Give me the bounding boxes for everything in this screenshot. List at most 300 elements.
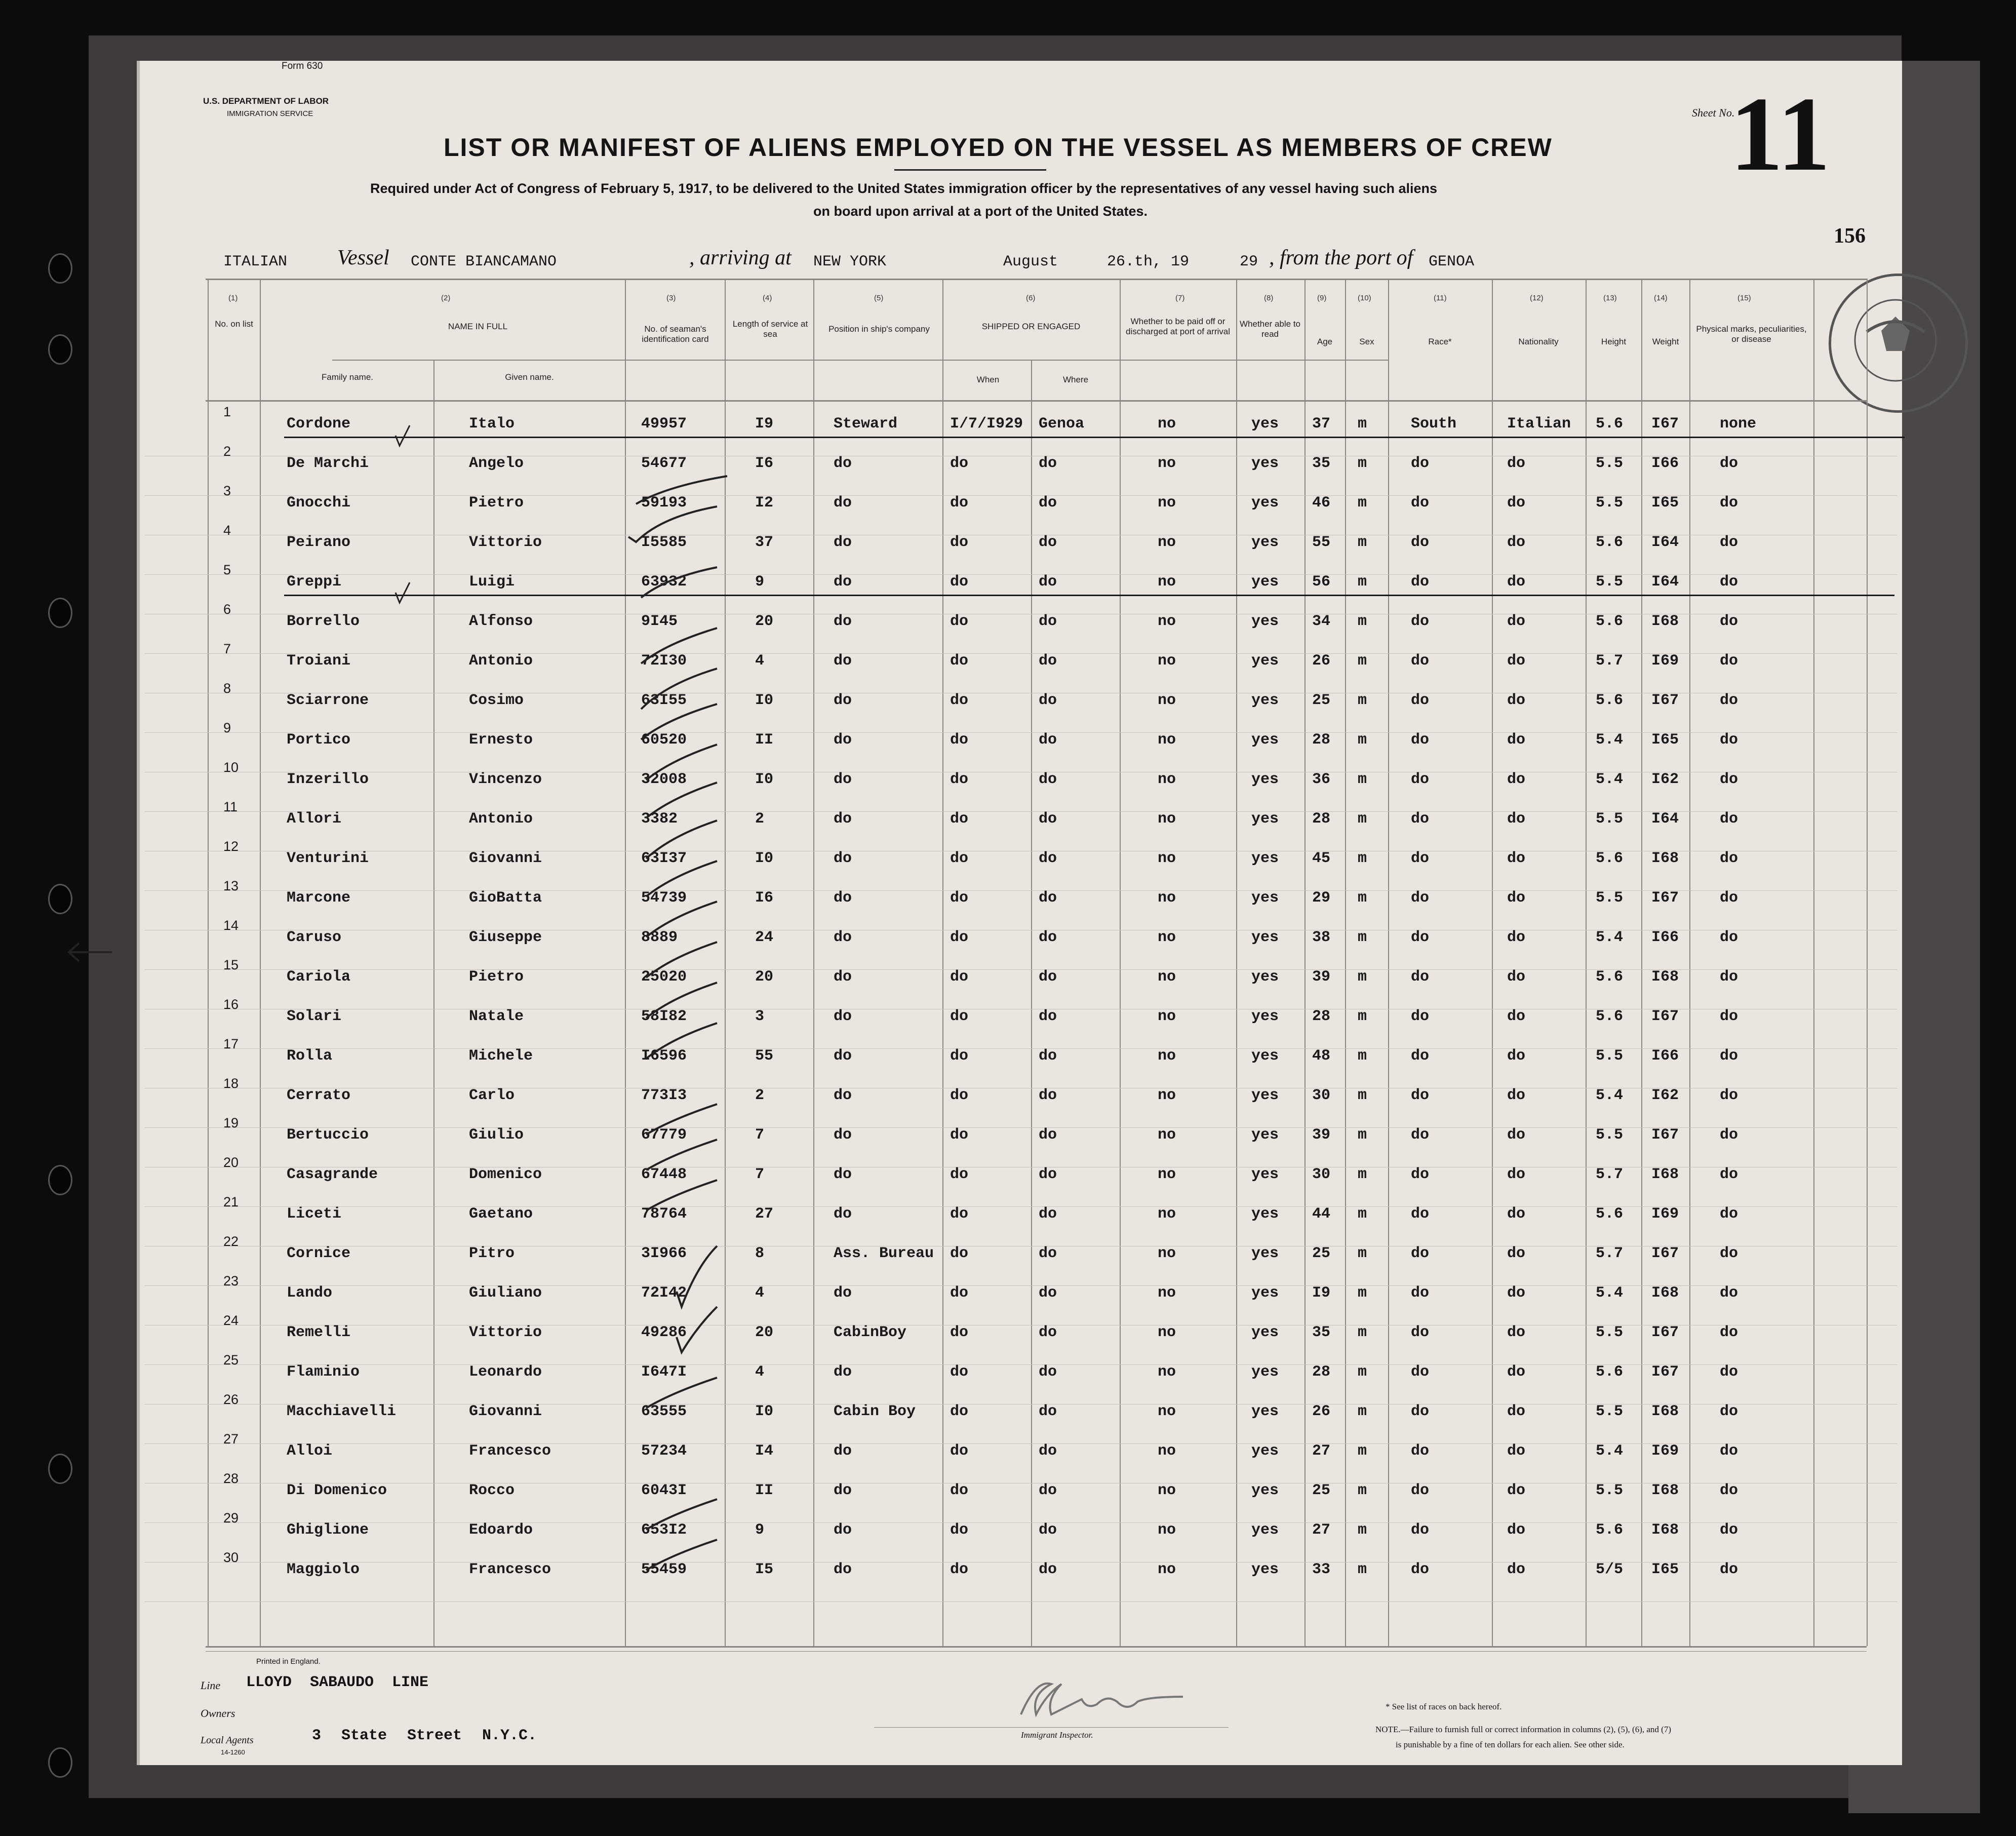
height-value: 5.6	[1596, 850, 1624, 867]
col-number: (7)	[1175, 294, 1185, 302]
sex-value: m	[1358, 1521, 1367, 1539]
row-strikethrough	[284, 437, 1905, 438]
shipped-when: do	[950, 1521, 969, 1539]
col-rule	[208, 279, 209, 1646]
given-name: Angelo	[469, 455, 524, 472]
ship-position: do	[834, 1047, 852, 1065]
shipped-when: do	[950, 1442, 969, 1460]
weight-value: I66	[1651, 929, 1679, 946]
arrival-day: 26.th, 19	[1107, 253, 1190, 270]
height-value: 5.6	[1596, 968, 1624, 986]
seaman-card-number: 49957	[641, 415, 687, 433]
header-subrule	[332, 360, 1388, 361]
binder-hole	[48, 884, 72, 914]
binder-hole	[48, 1165, 72, 1195]
col-rule	[260, 279, 261, 1646]
service-length: 9	[755, 1521, 765, 1539]
ship-position: do	[834, 889, 852, 907]
height-value: 5.4	[1596, 771, 1624, 788]
nationality-value: do	[1507, 850, 1526, 867]
row-number: 10	[223, 760, 239, 775]
family-name: Portico	[287, 731, 351, 749]
age-value: 27	[1312, 1442, 1331, 1460]
age-value: 26	[1312, 1403, 1331, 1420]
given-name: Vincenzo	[469, 771, 542, 788]
col-number: (5)	[874, 294, 884, 302]
shipped-where: do	[1039, 1363, 1057, 1381]
row-number: 13	[223, 878, 239, 893]
weight-value: I65	[1651, 494, 1679, 512]
row-number: 5	[223, 562, 231, 577]
race-value: do	[1411, 494, 1430, 512]
seaman-card-number: 3382	[641, 810, 678, 828]
shipped-where: do	[1039, 1166, 1057, 1183]
shipped-where: do	[1039, 534, 1057, 551]
ship-position: do	[834, 1482, 852, 1499]
row-number: 6	[223, 602, 231, 617]
shipped-when: do	[950, 850, 969, 867]
age-value: 29	[1312, 889, 1331, 907]
shipped-where: do	[1039, 929, 1057, 946]
table-top-rule	[206, 279, 1867, 280]
given-name: Pietro	[469, 968, 524, 986]
service-length: 20	[755, 968, 774, 986]
row-number: 8	[223, 681, 231, 696]
race-value: do	[1411, 1166, 1430, 1183]
col-number: (2)	[441, 294, 451, 302]
seaman-card-number: 67779	[641, 1126, 687, 1144]
height-value: 5.6	[1596, 1521, 1624, 1539]
col-header-given-name: Given name.	[505, 372, 554, 382]
shipped-when: do	[950, 1482, 969, 1499]
seaman-card-number: I5585	[641, 534, 687, 551]
given-name: Vittorio	[469, 534, 542, 551]
height-value: 5.5	[1596, 1047, 1624, 1065]
family-name: Gnocchi	[287, 494, 351, 512]
age-value: 46	[1312, 494, 1331, 512]
family-name: Troiani	[287, 652, 351, 670]
age-value: 30	[1312, 1166, 1331, 1183]
row-number: 3	[223, 483, 231, 498]
sex-value: m	[1358, 1442, 1367, 1460]
height-value: 5.7	[1596, 1245, 1624, 1262]
shipped-when: do	[950, 1008, 969, 1025]
given-name: Giovanni	[469, 850, 542, 867]
row-number: 30	[223, 1550, 239, 1565]
footer-note-1: NOTE.—Failure to furnish full or correct information in columns (2), (5), (6), and (7)	[1375, 1725, 1671, 1734]
inspector-label: Immigrant Inspector.	[1021, 1730, 1093, 1740]
nationality-value: do	[1507, 1087, 1526, 1104]
agents-label: Local Agents	[201, 1735, 254, 1746]
age-value: 37	[1312, 415, 1331, 433]
height-value: 5/5	[1596, 1561, 1624, 1578]
shipped-when: do	[950, 771, 969, 788]
given-name: Leonardo	[469, 1363, 542, 1381]
given-name: Natale	[469, 1008, 524, 1025]
service-length: 8	[755, 1245, 765, 1262]
physical-marks: do	[1720, 692, 1738, 709]
seaman-card-number: I647I	[641, 1363, 687, 1381]
age-value: 35	[1312, 1324, 1331, 1341]
nationality-value: do	[1507, 534, 1526, 551]
sex-value: m	[1358, 1403, 1367, 1420]
ship-position: do	[834, 850, 852, 867]
ship-position: do	[834, 1284, 852, 1302]
race-value: do	[1411, 534, 1430, 551]
paid-off-status: no	[1158, 494, 1176, 512]
nationality-value: do	[1507, 771, 1526, 788]
shipped-where: do	[1039, 731, 1057, 749]
shipped-where: Genoa	[1039, 415, 1085, 433]
row-number: 2	[223, 444, 231, 459]
height-value: 5.5	[1596, 810, 1624, 828]
shipped-where: do	[1039, 968, 1057, 986]
row-number: 26	[223, 1392, 239, 1407]
col-rule	[942, 279, 943, 1646]
weight-value: I67	[1651, 1324, 1679, 1341]
physical-marks: do	[1720, 534, 1738, 551]
physical-marks: do	[1720, 613, 1738, 630]
paid-off-status: no	[1158, 652, 1176, 670]
able-to-read: yes	[1251, 1126, 1279, 1144]
able-to-read: yes	[1251, 810, 1279, 828]
given-name: Francesco	[469, 1561, 551, 1578]
form-subtitle-2: on board upon arrival at a port of the United States.	[813, 204, 1148, 219]
shipped-when: do	[950, 889, 969, 907]
col-header-shipped: SHIPPED OR ENGAGED	[981, 322, 1081, 331]
able-to-read: yes	[1251, 1008, 1279, 1025]
page-title: LIST OR MANIFEST OF ALIENS EMPLOYED ON THE VESSEL AS MEMBERS OF CREW	[444, 133, 1553, 162]
able-to-read: yes	[1251, 1521, 1279, 1539]
weight-value: I68	[1651, 1521, 1679, 1539]
ship-position: do	[834, 929, 852, 946]
physical-marks: do	[1720, 771, 1738, 788]
sex-value: m	[1358, 1482, 1367, 1499]
paid-off-status: no	[1158, 1087, 1176, 1104]
service-length: 3	[755, 1008, 765, 1025]
shipped-when: do	[950, 652, 969, 670]
row-number: 16	[223, 997, 239, 1012]
race-value: do	[1411, 1442, 1430, 1460]
col-header-weight: Weight	[1652, 337, 1679, 346]
nationality-value: do	[1507, 1284, 1526, 1302]
binder-hole	[48, 598, 72, 628]
age-value: 28	[1312, 731, 1331, 749]
race-value: do	[1411, 1008, 1430, 1025]
arriving-label: , arriving at	[689, 246, 792, 269]
physical-marks: do	[1720, 573, 1738, 591]
col-header-number: No. on list	[215, 319, 253, 329]
given-name: Cosimo	[469, 692, 524, 709]
family-name: Solari	[287, 1008, 342, 1025]
given-name: Giulio	[469, 1126, 524, 1144]
weight-value: I68	[1651, 850, 1679, 867]
row-number: 19	[223, 1115, 239, 1130]
col-rule	[1641, 279, 1642, 1646]
nationality-value: do	[1507, 1363, 1526, 1381]
col-number: (9)	[1317, 294, 1327, 302]
nationality-value: do	[1507, 455, 1526, 472]
age-value: 45	[1312, 850, 1331, 867]
paid-off-status: no	[1158, 534, 1176, 551]
height-value: 5.4	[1596, 1284, 1624, 1302]
shipped-where: do	[1039, 1087, 1057, 1104]
manifest-sheet	[137, 61, 1902, 1765]
paid-off-status: no	[1158, 968, 1176, 986]
col-number: (10)	[1358, 294, 1371, 302]
family-name: Inzerillo	[287, 771, 369, 788]
physical-marks: do	[1720, 968, 1738, 986]
physical-marks: do	[1720, 850, 1738, 867]
col-header-position: Position in ship's company	[828, 324, 930, 334]
col-number: (14)	[1654, 294, 1668, 302]
given-name: Antonio	[469, 652, 533, 670]
able-to-read: yes	[1251, 1087, 1279, 1104]
row-number: 21	[223, 1194, 239, 1209]
able-to-read: yes	[1251, 652, 1279, 670]
nationality-value: do	[1507, 573, 1526, 591]
weight-value: I64	[1651, 573, 1679, 591]
family-name: Marcone	[287, 889, 351, 907]
shipped-when: do	[950, 692, 969, 709]
seaman-card-number: 55459	[641, 1561, 687, 1578]
sheet-label: Sheet No.	[1692, 106, 1735, 119]
col-header-age: Age	[1317, 337, 1333, 346]
service-length: 2	[755, 810, 765, 828]
row-number: 24	[223, 1313, 239, 1328]
col-rule	[1388, 279, 1389, 1646]
physical-marks: do	[1720, 1008, 1738, 1025]
service-length: I4	[755, 1442, 774, 1460]
col-number: (4)	[763, 294, 772, 302]
shipped-when: do	[950, 1284, 969, 1302]
seaman-card-number: 3I966	[641, 1245, 687, 1262]
service-length: 27	[755, 1205, 774, 1223]
shipped-when: do	[950, 1403, 969, 1420]
shipped-where: do	[1039, 1008, 1057, 1025]
form-code: 14-1260	[221, 1748, 245, 1756]
printed-in-england: Printed in England.	[256, 1657, 321, 1666]
physical-marks: do	[1720, 1403, 1738, 1420]
seaman-card-number: 67448	[641, 1166, 687, 1183]
age-value: 33	[1312, 1561, 1331, 1578]
nationality-value: do	[1507, 731, 1526, 749]
shipped-when: do	[950, 573, 969, 591]
row-number: 4	[223, 523, 231, 538]
sex-value: m	[1358, 968, 1367, 986]
col-number: (12)	[1530, 294, 1544, 302]
service-length: 2	[755, 1087, 765, 1104]
weight-value: I68	[1651, 1166, 1679, 1183]
col-number: (11)	[1434, 294, 1447, 302]
col-rule	[1586, 279, 1587, 1646]
height-value: 5.5	[1596, 1482, 1624, 1499]
shipped-where: do	[1039, 455, 1057, 472]
height-value: 5.6	[1596, 613, 1624, 630]
physical-marks: do	[1720, 1324, 1738, 1341]
col-rule	[1236, 279, 1237, 1646]
weight-value: I67	[1651, 889, 1679, 907]
row-number: 15	[223, 957, 239, 972]
race-value: do	[1411, 771, 1430, 788]
ship-position: do	[834, 1166, 852, 1183]
col-rule	[1867, 279, 1868, 1646]
paid-off-status: no	[1158, 692, 1176, 709]
age-value: 26	[1312, 652, 1331, 670]
able-to-read: yes	[1251, 1561, 1279, 1578]
seaman-card-number: 59193	[641, 494, 687, 512]
family-name: Di Domenico	[287, 1482, 387, 1499]
ship-position: do	[834, 1561, 852, 1578]
physical-marks: do	[1720, 1245, 1738, 1262]
sex-value: m	[1358, 929, 1367, 946]
physical-marks: do	[1720, 889, 1738, 907]
height-value: 5.6	[1596, 534, 1624, 551]
family-name: Bertuccio	[287, 1126, 369, 1144]
given-name: Alfonso	[469, 613, 533, 630]
age-value: 25	[1312, 1245, 1331, 1262]
binder-hole	[48, 1747, 72, 1778]
family-name: Maggiolo	[287, 1561, 360, 1578]
paid-off-status: no	[1158, 1442, 1176, 1460]
weight-value: I65	[1651, 1561, 1679, 1578]
sheet-number: 11	[1730, 75, 1831, 193]
form-department: U.S. DEPARTMENT OF LABOR	[203, 96, 329, 106]
service-length: 4	[755, 1284, 765, 1302]
family-name: Alloi	[287, 1442, 333, 1460]
col-header-physical-marks: Physical marks, peculiarities, or disease	[1696, 324, 1807, 344]
height-value: 5.7	[1596, 652, 1624, 670]
service-length: 20	[755, 1324, 774, 1341]
sex-value: m	[1358, 652, 1367, 670]
col-header-read: Whether able to read	[1239, 319, 1300, 339]
service-length: I2	[755, 494, 774, 512]
height-value: 5.6	[1596, 1363, 1624, 1381]
header-bottom-rule	[206, 400, 1867, 402]
service-length: I0	[755, 1403, 774, 1420]
family-name: Lando	[287, 1284, 333, 1302]
race-value: do	[1411, 455, 1430, 472]
seaman-card-number: 72I42	[641, 1284, 687, 1302]
age-value: 28	[1312, 1363, 1331, 1381]
physical-marks: do	[1720, 1047, 1738, 1065]
shipped-where: do	[1039, 573, 1057, 591]
nationality-value: Italian	[1507, 415, 1571, 433]
physical-marks: do	[1720, 1561, 1738, 1578]
sex-value: m	[1358, 573, 1367, 591]
shipped-when: do	[950, 1561, 969, 1578]
nationality-value: do	[1507, 1561, 1526, 1578]
seaman-card-number: 54677	[641, 455, 687, 472]
sex-value: m	[1358, 731, 1367, 749]
seaman-card-number: 57234	[641, 1442, 687, 1460]
consulate-seal-icon	[1831, 276, 1960, 405]
inspector-signature	[991, 1674, 1203, 1735]
ship-position: do	[834, 455, 852, 472]
service-length: I0	[755, 771, 774, 788]
ship-position: do	[834, 573, 852, 591]
nationality-value: do	[1507, 613, 1526, 630]
physical-marks: do	[1720, 1284, 1738, 1302]
sex-value: m	[1358, 534, 1367, 551]
able-to-read: yes	[1251, 415, 1279, 433]
family-name: De Marchi	[287, 455, 369, 472]
able-to-read: yes	[1251, 1284, 1279, 1302]
seaman-card-number: I6596	[641, 1047, 687, 1065]
service-length: I6	[755, 889, 774, 907]
ship-position: do	[834, 1205, 852, 1223]
race-value: do	[1411, 1403, 1430, 1420]
row-number: 22	[223, 1234, 239, 1249]
shipped-where: do	[1039, 1482, 1057, 1499]
service-length: I0	[755, 692, 774, 709]
height-value: 5.5	[1596, 1126, 1624, 1144]
family-name: Remelli	[287, 1324, 351, 1341]
row-number: 11	[223, 799, 238, 814]
table-bottom-rule	[206, 1646, 1867, 1648]
family-name: Allori	[287, 810, 342, 828]
binder-hole	[48, 334, 72, 365]
height-value: 5.7	[1596, 1166, 1624, 1183]
arrival-port: NEW YORK	[813, 253, 887, 270]
arrival-month: August	[1003, 253, 1058, 270]
race-value: do	[1411, 1284, 1430, 1302]
height-value: 5.6	[1596, 415, 1624, 433]
col-header-where: Where	[1062, 375, 1089, 384]
col-rule	[1345, 279, 1346, 1646]
shipped-where: do	[1039, 1561, 1057, 1578]
seaman-card-number: 78764	[641, 1205, 687, 1223]
race-value: do	[1411, 850, 1430, 867]
weight-value: I67	[1651, 1126, 1679, 1144]
able-to-read: yes	[1251, 1205, 1279, 1223]
height-value: 5.4	[1596, 731, 1624, 749]
col-number: (1)	[228, 294, 238, 302]
service-length: I0	[755, 850, 774, 867]
able-to-read: yes	[1251, 1442, 1279, 1460]
paid-off-status: no	[1158, 1403, 1176, 1420]
able-to-read: yes	[1251, 534, 1279, 551]
shipped-when: do	[950, 494, 969, 512]
paid-off-status: no	[1158, 1324, 1176, 1341]
row-number: 9	[223, 720, 231, 735]
ship-position: Ass. Bureau	[834, 1245, 934, 1262]
seaman-card-number: 653I2	[641, 1521, 687, 1539]
physical-marks: do	[1720, 652, 1738, 670]
ship-position: do	[834, 494, 852, 512]
sex-value: m	[1358, 692, 1367, 709]
shipped-where: do	[1039, 652, 1057, 670]
col-header-card: No. of seaman's identification card	[642, 324, 709, 344]
shipped-when: do	[950, 613, 969, 630]
weight-value: I69	[1651, 652, 1679, 670]
weight-value: I67	[1651, 692, 1679, 709]
weight-value: I67	[1651, 415, 1679, 433]
able-to-read: yes	[1251, 850, 1279, 867]
weight-value: I64	[1651, 810, 1679, 828]
paid-off-status: no	[1158, 1482, 1176, 1499]
shipped-when: do	[950, 1324, 969, 1341]
title-rule	[894, 169, 1046, 171]
col-header-name: NAME IN FULL	[448, 322, 508, 331]
race-value: do	[1411, 889, 1430, 907]
given-name: Michele	[469, 1047, 533, 1065]
race-value: do	[1411, 1126, 1430, 1144]
height-value: 5.5	[1596, 1324, 1624, 1341]
ship-position: do	[834, 1521, 852, 1539]
col-number: (15)	[1737, 294, 1751, 302]
race-value: do	[1411, 1561, 1430, 1578]
